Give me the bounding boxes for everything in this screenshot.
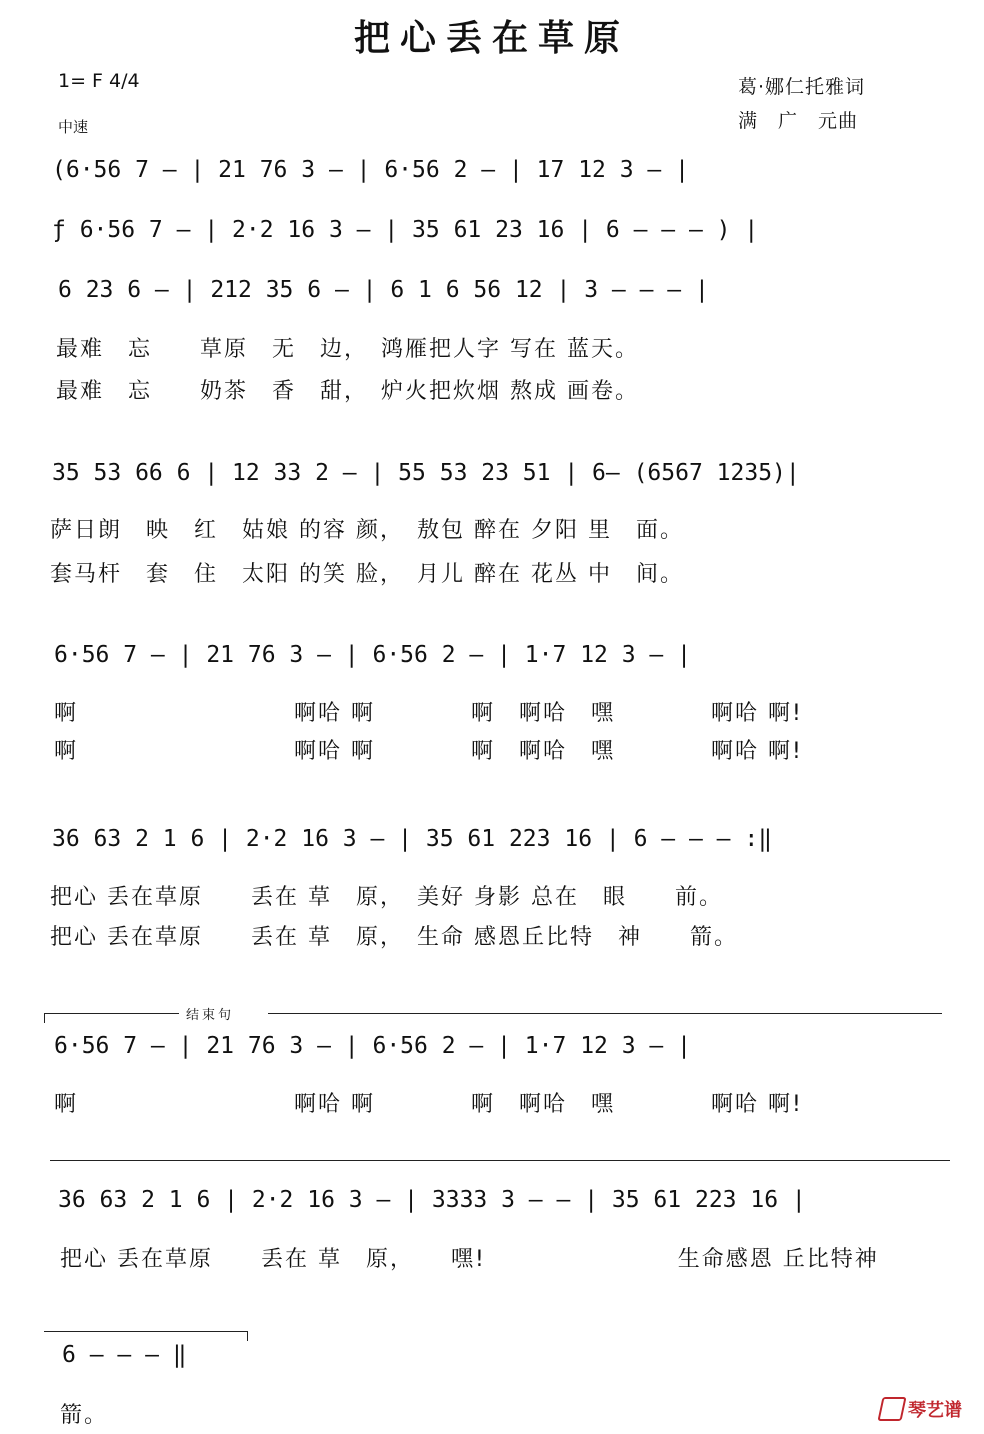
staff-line-1: (6·56 7 — | 21 76 3 — | 6·56 2 — | 17 12 3 — | — [52, 157, 689, 183]
coda-bracket-3-tick — [247, 1331, 248, 1341]
lyric-line-4a: 萨日朗 映 红 姑娘 的容 颜， 敖包 醉在 夕阳 里 面。 — [50, 518, 684, 543]
staff-line-2: ƒ 6·56 7 — | 2·2 16 3 — | 35 61 23 16 | 6 — — — ) | — [52, 217, 759, 243]
staff-line-5: 6·56 7 — | 21 76 3 — | 6·56 2 — | 1·7 12 3 — | — [54, 642, 691, 668]
lyric-line-9: 箭。 — [60, 1403, 109, 1428]
coda-bracket-right — [268, 1013, 942, 1014]
tempo-marking: 中速 — [58, 118, 89, 136]
lyric-line-6b: 把心 丢在草原 丢在 草 原， 生命 感恩丘比特 神 箭。 — [50, 925, 738, 950]
key-signature: 1= F 4/4 — [58, 70, 140, 92]
coda-bracket-tick — [44, 1013, 45, 1023]
lyric-line-5b: 啊 啊哈 啊 啊 啊哈 嘿 啊哈 啊! — [54, 739, 803, 764]
staff-line-4: 35 53 66 6 | 12 33 2 — | 55 53 23 51 | 6— (6567 1235)| — [52, 460, 800, 486]
lyric-line-3a: 最难 忘 草原 无 边， 鸿雁把人字 写在 蓝天。 — [56, 337, 639, 362]
staff-line-8: 36 63 2 1 6 | 2·2 16 3 — | 3333 3 — — | 35 61 223 16 | — [58, 1187, 806, 1213]
lyricist-credit: 葛·娜仁托雅词 — [738, 76, 866, 98]
composer-credit: 满 广 元曲 — [738, 110, 859, 132]
coda-bracket-2 — [50, 1160, 950, 1161]
lyric-line-7: 啊 啊哈 啊 啊 啊哈 嘿 啊哈 啊! — [54, 1092, 803, 1117]
lyric-line-4b: 套马杆 套 住 太阳 的笑 脸， 月儿 醉在 花丛 中 间。 — [50, 562, 684, 587]
lyric-line-5a: 啊 啊哈 啊 啊 啊哈 嘿 啊哈 啊! — [54, 701, 803, 726]
staff-line-6: 36 63 2 1 6 | 2·2 16 3 — | 35 61 223 16 | 6 — — — :‖ — [52, 826, 773, 852]
coda-bracket-3 — [44, 1331, 248, 1332]
coda-bracket-left — [44, 1013, 179, 1014]
lyric-line-8: 把心 丢在草原 丢在 草 原， 嘿! 生命感恩 丘比特神 — [60, 1247, 879, 1272]
staff-line-9: 6 — — — ‖ — [62, 1342, 187, 1368]
staff-line-3: 6 23 6 — | 212 35 6 — | 6 1 6 56 12 | 3 — — — | — [58, 277, 709, 303]
song-title: 把心丢在草原 — [353, 17, 630, 59]
staff-line-7: 6·56 7 — | 21 76 3 — | 6·56 2 — | 1·7 12 3 — | — [54, 1033, 691, 1059]
qinyipu-logo-icon — [877, 1397, 906, 1421]
coda-label: 结束句 — [186, 1008, 235, 1023]
watermark-logo — [880, 1396, 962, 1422]
watermark-text: 琴艺谱 — [908, 1400, 962, 1421]
lyric-line-3b: 最难 忘 奶茶 香 甜， 炉火把炊烟 熬成 画卷。 — [56, 379, 639, 404]
lyric-line-6a: 把心 丢在草原 丢在 草 原， 美好 身影 总在 眼 前。 — [50, 885, 723, 910]
